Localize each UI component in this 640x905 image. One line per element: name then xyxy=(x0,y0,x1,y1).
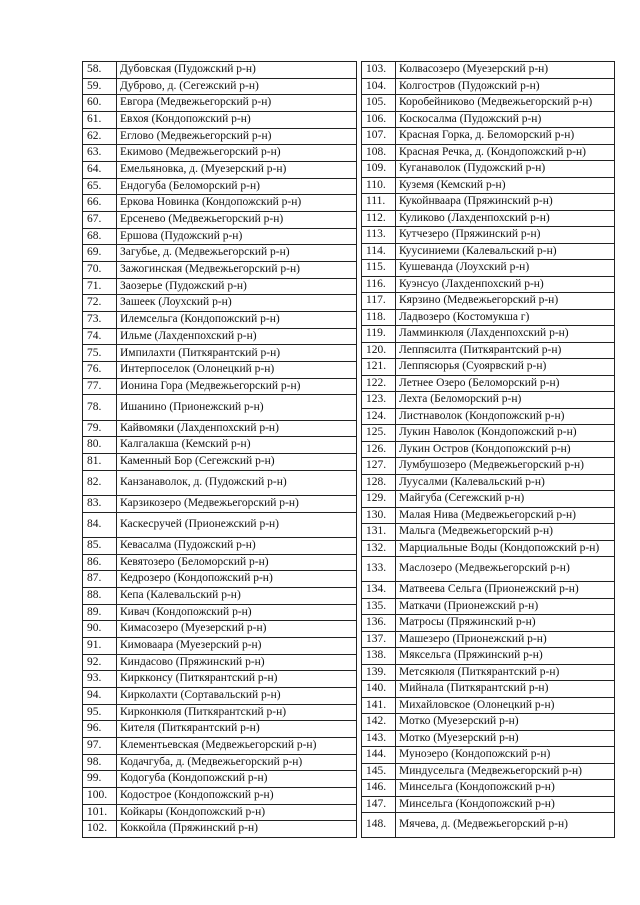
locality-name: Красная Речка, д. (Кондопожский р-н) xyxy=(396,144,615,161)
table-row xyxy=(362,540,615,557)
locality-name: Кирколахти (Сортавальский р-н) xyxy=(117,687,357,704)
table-row xyxy=(362,441,615,458)
row-number: 81. xyxy=(83,454,117,471)
row-number: 134. xyxy=(362,582,396,599)
table-row xyxy=(83,212,357,229)
table-row xyxy=(362,144,615,161)
row-number: 84. xyxy=(83,512,117,537)
table-row xyxy=(362,458,615,475)
locality-name: Маслозеро (Медвежьегорский р-н) xyxy=(396,557,615,582)
locality-name: Мяксельга (Пряжинский р-н) xyxy=(396,648,615,665)
row-number: 73. xyxy=(83,312,117,329)
table-row xyxy=(362,491,615,508)
table-row xyxy=(83,621,357,638)
row-number: 76. xyxy=(83,362,117,379)
table-row xyxy=(83,537,357,554)
row-number: 61. xyxy=(83,112,117,129)
table-row xyxy=(83,470,357,495)
locality-name: Кимасозеро (Муезерский р-н) xyxy=(117,621,357,638)
table-row xyxy=(362,557,615,582)
table-row xyxy=(83,228,357,245)
table-row xyxy=(83,378,357,395)
locality-name: Евгора (Медвежьегорский р-н) xyxy=(117,95,357,112)
table-row xyxy=(362,582,615,599)
locality-name: Койкары (Кондопожский р-н) xyxy=(117,804,357,821)
locality-name: Коккойла (Пряжинский р-н) xyxy=(117,821,357,838)
row-number: 66. xyxy=(83,195,117,212)
row-number: 80. xyxy=(83,437,117,454)
locality-name: Карзикозеро (Медвежьегорский р-н) xyxy=(117,495,357,512)
locality-name: Колгостров (Пудожский р-н) xyxy=(396,78,615,95)
table-row xyxy=(362,747,615,764)
table-row xyxy=(83,654,357,671)
row-number: 101. xyxy=(83,804,117,821)
row-number: 129. xyxy=(362,491,396,508)
locality-name: Летнее Озеро (Беломорский р-н) xyxy=(396,375,615,392)
table-row xyxy=(362,631,615,648)
row-number: 137. xyxy=(362,631,396,648)
row-number: 75. xyxy=(83,345,117,362)
table-row xyxy=(83,437,357,454)
table-row xyxy=(83,78,357,95)
row-number: 139. xyxy=(362,664,396,681)
row-number: 104. xyxy=(362,78,396,95)
row-number: 117. xyxy=(362,293,396,310)
row-number: 121. xyxy=(362,359,396,376)
row-number: 92. xyxy=(83,654,117,671)
row-number: 110. xyxy=(362,177,396,194)
locality-name: Куликово (Лахденпохский р-н) xyxy=(396,210,615,227)
row-number: 95. xyxy=(83,704,117,721)
row-number: 106. xyxy=(362,111,396,128)
right-column-table xyxy=(361,61,615,838)
locality-name: Лумбушозеро (Медвежьегорский р-н) xyxy=(396,458,615,475)
row-number: 83. xyxy=(83,495,117,512)
table-row xyxy=(362,813,615,838)
table-row xyxy=(83,671,357,688)
left-column-table xyxy=(82,61,357,838)
table-row xyxy=(83,362,357,379)
table-row xyxy=(362,227,615,244)
locality-name: Куганаволок (Пудожский р-н) xyxy=(396,161,615,178)
row-number: 58. xyxy=(83,62,117,79)
row-number: 126. xyxy=(362,441,396,458)
table-row xyxy=(362,276,615,293)
table-row xyxy=(362,763,615,780)
locality-name: Импилахти (Питкярантский р-н) xyxy=(117,345,357,362)
row-number: 130. xyxy=(362,507,396,524)
table-row xyxy=(362,681,615,698)
locality-name: Листнаволок (Кондопожский р-н) xyxy=(396,408,615,425)
table-row xyxy=(362,375,615,392)
table-row xyxy=(362,309,615,326)
locality-name: Леппясилта (Питкярантский р-н) xyxy=(396,342,615,359)
table-row xyxy=(362,78,615,95)
row-number: 85. xyxy=(83,537,117,554)
locality-name: Киркконсу (Питкярантский р-н) xyxy=(117,671,357,688)
row-number: 127. xyxy=(362,458,396,475)
locality-name: Ишанино (Прионежский р-н) xyxy=(117,395,357,420)
locality-name: Кушеванда (Лоухский р-н) xyxy=(396,260,615,277)
locality-name: Кимоваара (Муезерский р-н) xyxy=(117,637,357,654)
row-number: 145. xyxy=(362,763,396,780)
locality-name: Колвасозеро (Муезерский р-н) xyxy=(396,62,615,79)
row-number: 124. xyxy=(362,408,396,425)
table-row xyxy=(83,454,357,471)
locality-name: Коробейниково (Медвежьегорский р-н) xyxy=(396,95,615,112)
locality-name: Маткачи (Прионежский р-н) xyxy=(396,598,615,615)
locality-name: Кярзино (Медвежьегорский р-н) xyxy=(396,293,615,310)
locality-name: Дубовская (Пудожский р-н) xyxy=(117,62,357,79)
row-number: 79. xyxy=(83,420,117,437)
row-number: 133. xyxy=(362,557,396,582)
locality-name: Кепа (Калевальский р-н) xyxy=(117,587,357,604)
locality-name: Клементьевская (Медвежьегорский р-н) xyxy=(117,737,357,754)
locality-name: Мальга (Медвежьегорский р-н) xyxy=(396,524,615,541)
table-row xyxy=(83,721,357,738)
row-number: 93. xyxy=(83,671,117,688)
row-number: 136. xyxy=(362,615,396,632)
locality-name: Заозерье (Пудожский р-н) xyxy=(117,278,357,295)
row-number: 71. xyxy=(83,278,117,295)
row-number: 143. xyxy=(362,730,396,747)
locality-name: Минсельга (Кондопожский р-н) xyxy=(396,780,615,797)
locality-name: Дуброво, д. (Сегежский р-н) xyxy=(117,78,357,95)
locality-name: Емельяновка, д. (Муезерский р-н) xyxy=(117,162,357,179)
table-row xyxy=(83,787,357,804)
locality-name: Мотко (Муезерский р-н) xyxy=(396,714,615,731)
locality-name: Машезеро (Прионежский р-н) xyxy=(396,631,615,648)
row-number: 64. xyxy=(83,162,117,179)
locality-name: Мячева, д. (Медвежьегорский р-н) xyxy=(396,813,615,838)
row-number: 146. xyxy=(362,780,396,797)
locality-name: Михайловское (Олонецкий р-н) xyxy=(396,697,615,714)
row-number: 131. xyxy=(362,524,396,541)
row-number: 96. xyxy=(83,721,117,738)
table-row xyxy=(83,178,357,195)
table-row xyxy=(83,554,357,571)
locality-name: Канзанаволок, д. (Пудожский р-н) xyxy=(117,470,357,495)
table-row xyxy=(362,95,615,112)
locality-name: Ламминкюля (Лахденпохский р-н) xyxy=(396,326,615,343)
locality-name: Ладвозеро (Костомукша г) xyxy=(396,309,615,326)
row-number: 116. xyxy=(362,276,396,293)
table-row xyxy=(83,821,357,838)
row-number: 114. xyxy=(362,243,396,260)
locality-name: Матросы (Пряжинский р-н) xyxy=(396,615,615,632)
row-number: 144. xyxy=(362,747,396,764)
locality-name: Киндасово (Пряжинский р-н) xyxy=(117,654,357,671)
table-row xyxy=(362,342,615,359)
row-number: 119. xyxy=(362,326,396,343)
locality-name: Ендогуба (Беломорский р-н) xyxy=(117,178,357,195)
table-row xyxy=(83,687,357,704)
locality-name: Луусалми (Калевальский р-н) xyxy=(396,474,615,491)
row-number: 69. xyxy=(83,245,117,262)
locality-name: Коскосалма (Пудожский р-н) xyxy=(396,111,615,128)
table-row xyxy=(362,524,615,541)
locality-name: Леппясюрья (Суоярвский р-н) xyxy=(396,359,615,376)
table-row xyxy=(362,714,615,731)
table-row xyxy=(362,507,615,524)
row-number: 78. xyxy=(83,395,117,420)
row-number: 128. xyxy=(362,474,396,491)
row-number: 113. xyxy=(362,227,396,244)
table-row xyxy=(83,737,357,754)
table-row xyxy=(362,425,615,442)
locality-name: Загубье, д. (Медвежьегорский р-н) xyxy=(117,245,357,262)
row-number: 88. xyxy=(83,587,117,604)
locality-name: Каменный Бор (Сегежский р-н) xyxy=(117,454,357,471)
locality-name: Еркова Новинка (Кондопожский р-н) xyxy=(117,195,357,212)
locality-name: Куземя (Кемский р-н) xyxy=(396,177,615,194)
row-number: 115. xyxy=(362,260,396,277)
row-number: 94. xyxy=(83,687,117,704)
row-number: 63. xyxy=(83,145,117,162)
row-number: 72. xyxy=(83,295,117,312)
row-number: 97. xyxy=(83,737,117,754)
locality-name: Ионина Гора (Медвежьегорский р-н) xyxy=(117,378,357,395)
row-number: 91. xyxy=(83,637,117,654)
row-number: 109. xyxy=(362,161,396,178)
table-row xyxy=(362,194,615,211)
locality-name: Екимово (Медвежьегорский р-н) xyxy=(117,145,357,162)
locality-name: Кевятозеро (Беломорский р-н) xyxy=(117,554,357,571)
table-row xyxy=(83,128,357,145)
table-row xyxy=(362,648,615,665)
row-number: 103. xyxy=(362,62,396,79)
table-row xyxy=(362,392,615,409)
table-row xyxy=(83,754,357,771)
table-row xyxy=(83,345,357,362)
locality-name: Минсельга (Кондопожский р-н) xyxy=(396,796,615,813)
row-number: 70. xyxy=(83,262,117,279)
locality-name: Зашеек (Лоухский р-н) xyxy=(117,295,357,312)
locality-name: Илемсельга (Кондопожский р-н) xyxy=(117,312,357,329)
table-row xyxy=(362,293,615,310)
locality-name: Кирконкюля (Питкярантский р-н) xyxy=(117,704,357,721)
table-row xyxy=(83,278,357,295)
row-number: 142. xyxy=(362,714,396,731)
table-row xyxy=(83,604,357,621)
locality-name: Кевасалма (Пудожский р-н) xyxy=(117,537,357,554)
locality-name: Муноэеро (Кондопожский р-н) xyxy=(396,747,615,764)
table-row xyxy=(362,243,615,260)
row-number: 112. xyxy=(362,210,396,227)
table-row xyxy=(362,730,615,747)
table-row xyxy=(362,260,615,277)
row-number: 123. xyxy=(362,392,396,409)
table-row xyxy=(83,195,357,212)
locality-name: Ерсенево (Медвежьегорский р-н) xyxy=(117,212,357,229)
row-number: 141. xyxy=(362,697,396,714)
table-row xyxy=(83,295,357,312)
table-row xyxy=(362,359,615,376)
locality-name: Кителя (Питкярантский р-н) xyxy=(117,721,357,738)
locality-name: Майгуба (Сегежский р-н) xyxy=(396,491,615,508)
locality-name: Зажогинская (Медвежьегорский р-н) xyxy=(117,262,357,279)
locality-name: Мотко (Муезерский р-н) xyxy=(396,730,615,747)
locality-name: Куэнсуо (Лахденпохский р-н) xyxy=(396,276,615,293)
table-row xyxy=(362,408,615,425)
table-row xyxy=(83,312,357,329)
locality-name: Матвеева Сельга (Прионежский р-н) xyxy=(396,582,615,599)
table-row xyxy=(83,145,357,162)
row-number: 67. xyxy=(83,212,117,229)
locality-name: Красная Горка, д. Беломорский р-н) xyxy=(396,128,615,145)
table-row xyxy=(362,615,615,632)
table-row xyxy=(362,326,615,343)
table-row xyxy=(83,495,357,512)
row-number: 105. xyxy=(362,95,396,112)
locality-name: Кодогуба (Кондопожский р-н) xyxy=(117,771,357,788)
table-row xyxy=(83,112,357,129)
locality-name: Малая Нива (Медвежьегорский р-н) xyxy=(396,507,615,524)
table-row xyxy=(83,637,357,654)
locality-name: Марциальные Воды (Кондопожский р-н) xyxy=(396,540,615,557)
row-number: 111. xyxy=(362,194,396,211)
row-number: 138. xyxy=(362,648,396,665)
row-number: 118. xyxy=(362,309,396,326)
table-row xyxy=(83,571,357,588)
row-number: 65. xyxy=(83,178,117,195)
locality-name: Кодачгуба, д. (Медвежьегорский р-н) xyxy=(117,754,357,771)
locality-name: Калгалакша (Кемский р-н) xyxy=(117,437,357,454)
row-number: 120. xyxy=(362,342,396,359)
row-number: 108. xyxy=(362,144,396,161)
row-number: 100. xyxy=(83,787,117,804)
table-row xyxy=(83,804,357,821)
locality-name: Кайвомяки (Лахденпохский р-н) xyxy=(117,420,357,437)
table-row xyxy=(83,245,357,262)
row-number: 132. xyxy=(362,540,396,557)
locality-name: Миндусельга (Медвежьегорский р-н) xyxy=(396,763,615,780)
table-row xyxy=(362,796,615,813)
row-number: 60. xyxy=(83,95,117,112)
row-number: 68. xyxy=(83,228,117,245)
locality-name: Евхоя (Кондопожский р-н) xyxy=(117,112,357,129)
table-row xyxy=(362,598,615,615)
row-number: 147. xyxy=(362,796,396,813)
table-row xyxy=(362,697,615,714)
table-row xyxy=(362,128,615,145)
table-row xyxy=(83,587,357,604)
locality-name: Лукин Наволок (Кондопожский р-н) xyxy=(396,425,615,442)
locality-name: Кедрозеро (Кондопожский р-н) xyxy=(117,571,357,588)
row-number: 122. xyxy=(362,375,396,392)
locality-name: Метсякюля (Питкярантский р-н) xyxy=(396,664,615,681)
table-row xyxy=(83,771,357,788)
table-row xyxy=(83,512,357,537)
locality-name: Мийнала (Питкярантский р-н) xyxy=(396,681,615,698)
row-number: 135. xyxy=(362,598,396,615)
row-number: 107. xyxy=(362,128,396,145)
row-number: 62. xyxy=(83,128,117,145)
table-row xyxy=(362,780,615,797)
table-row xyxy=(362,111,615,128)
table-row xyxy=(83,262,357,279)
locality-name: Еглово (Медвежьегорский р-н) xyxy=(117,128,357,145)
table-row xyxy=(83,95,357,112)
locality-name: Ершова (Пудожский р-н) xyxy=(117,228,357,245)
row-number: 89. xyxy=(83,604,117,621)
locality-name: Интерпоселок (Олонецкий р-н) xyxy=(117,362,357,379)
table-row xyxy=(362,62,615,79)
locality-name: Кутчезеро (Пряжинский р-н) xyxy=(396,227,615,244)
row-number: 74. xyxy=(83,328,117,345)
row-number: 77. xyxy=(83,378,117,395)
row-number: 87. xyxy=(83,571,117,588)
locality-name: Кукойнваара (Пряжинский р-н) xyxy=(396,194,615,211)
table-row xyxy=(83,704,357,721)
row-number: 98. xyxy=(83,754,117,771)
table-row xyxy=(83,62,357,79)
table-row xyxy=(362,474,615,491)
document-table xyxy=(82,61,615,838)
table-row xyxy=(83,420,357,437)
locality-name: Куусиниеми (Калевальский р-н) xyxy=(396,243,615,260)
locality-name: Лехта (Беломорский р-н) xyxy=(396,392,615,409)
locality-name: Ильме (Лахденпохский р-н) xyxy=(117,328,357,345)
locality-name: Кивач (Кондопожский р-н) xyxy=(117,604,357,621)
row-number: 99. xyxy=(83,771,117,788)
row-number: 82. xyxy=(83,470,117,495)
table-row xyxy=(83,162,357,179)
row-number: 59. xyxy=(83,78,117,95)
row-number: 90. xyxy=(83,621,117,638)
row-number: 140. xyxy=(362,681,396,698)
table-row xyxy=(362,177,615,194)
row-number: 86. xyxy=(83,554,117,571)
table-row xyxy=(362,210,615,227)
locality-name: Лукин Остров (Кондопожский р-н) xyxy=(396,441,615,458)
locality-name: Кодострое (Кондопожский р-н) xyxy=(117,787,357,804)
table-row xyxy=(83,395,357,420)
row-number: 148. xyxy=(362,813,396,838)
table-row xyxy=(362,161,615,178)
row-number: 102. xyxy=(83,821,117,838)
table-row xyxy=(362,664,615,681)
row-number: 125. xyxy=(362,425,396,442)
locality-name: Каскесручей (Прионежский р-н) xyxy=(117,512,357,537)
table-row xyxy=(83,328,357,345)
